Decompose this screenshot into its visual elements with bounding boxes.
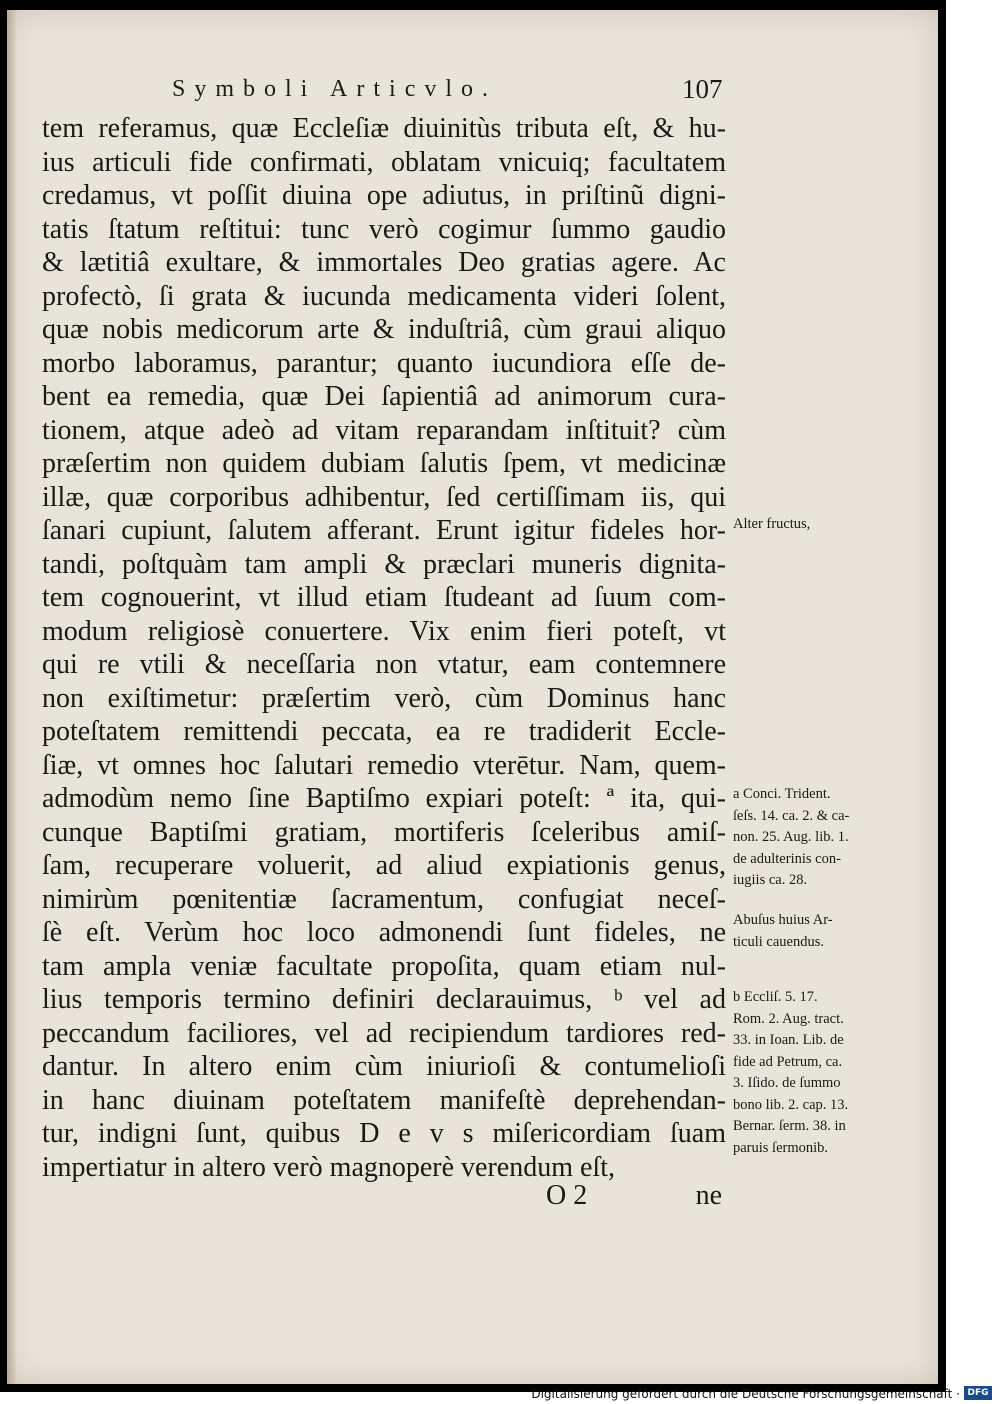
running-head: Symboli Articvlo. [172, 76, 498, 102]
text-line: & lætitiâ exultare, & immortales Deo gratias agere. Ac [42, 247, 726, 278]
margin-note-abusus [733, 910, 911, 953]
text-line: qui re vtili & neceſſaria non vtatur, eam contemnere [42, 649, 726, 680]
margin-note-b [733, 987, 911, 1159]
note-line: bono lib. 2. cap. 13. [733, 1096, 849, 1113]
text-line: morbo laboramus, parantur; quanto iucundiora eſſe de- [42, 347, 726, 379]
signature-mark: O 2 [546, 1180, 588, 1211]
text-line: ſam, recuperare voluerit, ad aliud expiationis genus, [42, 850, 726, 881]
text-line: tur, indigni ſunt, quibus D e v s miſericordiam ſuam [42, 1118, 726, 1149]
text-line: tionem, atque adeò ad vitam reparandam inſtituit? cùm [42, 414, 726, 446]
body-text [42, 112, 726, 1184]
text-line: tem cognouerint, vt illud etiam ſtudeant ad ſuum com- [42, 582, 726, 613]
note-line: de adulterinis con- [733, 850, 841, 867]
page-number: 107 [682, 74, 723, 104]
text-line: in hanc diuinam poteſtatem manifeſtè deprehendan- [42, 1084, 726, 1116]
note-line: ſeſs. 14. ca. 2. & ca- [733, 807, 850, 824]
note-line: ticuli cauendus. [733, 933, 825, 950]
text-line: præſertim non quidem dubiam ſalutis ſpem, vt medicinæ [42, 448, 726, 479]
note-line: fide ad Petrum, ca. [733, 1053, 843, 1070]
text-line: tem referamus, quæ Eccleſiæ diuinitùs tributa eſt, & hu- [42, 113, 726, 144]
text-line: bent ea remedia, quæ Dei ſapientiâ ad animorum cura- [42, 381, 726, 412]
text-line: ſè eſt. Verùm hoc loco admonendi ſunt fideles, ne [42, 917, 726, 948]
text-line: poteſtatem remittendi peccata, ea re tradiderit Eccle- [42, 716, 726, 747]
text-line: lius temporis termino definiri declarauimus, ᵇ vel ad [42, 984, 726, 1015]
note-line: iugiis ca. 28. [733, 872, 808, 888]
note-line: Abuſus huius Ar- [733, 912, 833, 928]
note-line: 33. in Ioan. Lib. de [733, 1032, 844, 1048]
text-line: peccandum faciliores, vel ad recipiendum tardiores red- [42, 1017, 726, 1049]
text-line: impertiatur in altero verò magnoperè verendum eſt, [42, 1151, 616, 1183]
text-line: profectò, ſi grata & iucunda medicamenta videri ſolent, [42, 280, 726, 312]
note-line: Rom. 2. Aug. tract. [733, 1010, 844, 1027]
note-line: Alter fructus, [733, 516, 811, 532]
text-line: ſiæ, vt omnes hoc ſalutari remedio vterētur. Nam, quem- [42, 749, 726, 781]
text-line: ſanari cupiunt, ſalutem afferant. Erunt igitur fideles hor- [42, 515, 726, 546]
text-line: modum religiosè conuertere. Vix enim fieri poteſt, vt [42, 615, 726, 647]
note-line: Bernar. ſerm. 38. in [733, 1118, 846, 1134]
text-line: quæ nobis medicorum arte & induſtriâ, cùm graui aliquo [42, 314, 726, 345]
margin-note-alter-fructus [733, 514, 911, 536]
text-line: admodùm nemo ſine Baptiſmo expiari poteſt: ª ita, qui- [42, 783, 726, 814]
text-line: tatis ſtatum reſtitui: tunc verò cogimur ſummo gaudio [42, 213, 726, 245]
note-line: a Conci. Trident. [733, 786, 831, 802]
text-line: dantur. In altero enim cùm iniurioſi & contumelioſi [42, 1051, 726, 1082]
digitization-credit: Digitalisierung gefördert durch die Deutsche Forschungsgemeinschaft · [531, 1387, 960, 1401]
note-line: b Eccliſ. 5. 17. [733, 989, 818, 1005]
text-line: illæ, quæ corporibus adhibentur, ſed certiſſimam iis, qui [42, 481, 726, 513]
text-line: credamus, vt poſſit diuina ope adiutus, in priſtinũ digni- [42, 180, 726, 211]
text-line: tandi, poſtquàm tam ampli & præclari muneris dignita- [42, 548, 726, 580]
note-line: non. 25. Aug. lib. 1. [733, 829, 849, 845]
page-edge-shadow [7, 10, 17, 1384]
text-line: nimirùm pœnitentiæ ſacramentum, confugiat neceſ- [42, 883, 726, 915]
margin-note-a [733, 784, 911, 892]
note-line: paruis ſermonib. [733, 1139, 829, 1156]
note-line: 3. Iſido. de ſummo [733, 1075, 841, 1091]
signature-line [42, 1180, 726, 1214]
dfg-logo: DFG [964, 1386, 992, 1400]
text-line: tam ampla veniæ facultate propoſita, quam etiam nul- [42, 950, 726, 982]
text-line: ius articuli fide confirmati, oblatam vnicuiq; facultatem [42, 146, 726, 178]
text-line: non exiſtimetur: præſertim verò, cùm Dominus hanc [42, 682, 726, 714]
text-line: cunque Baptiſmi gratiam, mortiferis ſceleribus amiſ- [42, 816, 726, 848]
catchword: ne [695, 1180, 722, 1211]
